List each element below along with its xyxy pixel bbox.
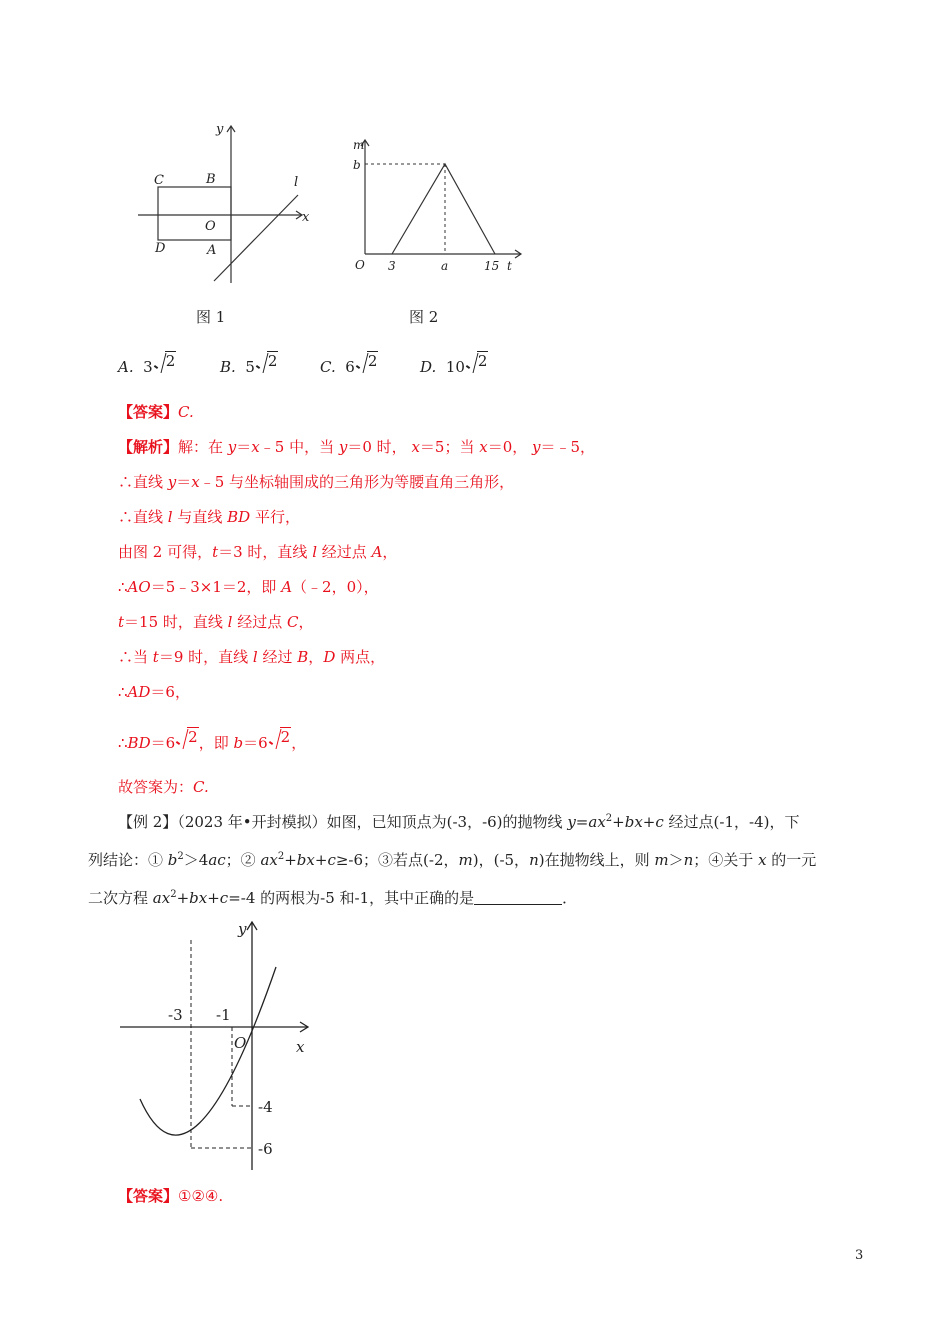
fig2-label-o: O: [355, 258, 365, 272]
fig3-label-neg6: -6: [258, 1140, 273, 1158]
figure-3-parabola: [112, 912, 322, 1172]
analysis-line-7: ∴当 t＝9 时，直线 l 经过 B，D 两点，: [118, 648, 386, 666]
fig1-label-d: D: [155, 241, 166, 256]
figure-2-caption: 图 2: [409, 308, 439, 326]
answer-blank: [474, 890, 562, 905]
fig1-label-y: y: [216, 122, 224, 137]
fig1-square: [158, 187, 231, 240]
fig1-label-x: x: [302, 210, 310, 225]
choice-d: D. 10 2: [420, 352, 488, 376]
choice-a: A. 3 2: [118, 352, 176, 376]
analysis-line-4: 由图 2 可得，t＝3 时，直线 l 经过点 A，: [118, 543, 398, 561]
fig2-triangle-graph: [392, 164, 495, 254]
figure-1-caption: 图 1: [196, 308, 226, 326]
page-number: 3: [855, 1248, 864, 1263]
example-2-line-3: 二次方程 $ax^2+bx+c=-4$ 的两根为-5 和-1，其中正确的是 ．: [88, 889, 578, 907]
figure-1: [130, 118, 320, 286]
analysis-line-9: ∴BD＝6 2，即 b＝6 2，: [118, 728, 307, 752]
example-2-line-2: 列结论：① $b^2>4ac$；② $ax^2+bx+c\ge-6$；③若点(-2，m)，(-5，n)在抛物线上，则 m＞n；④关于 x 的一元: [88, 851, 817, 869]
fig1-label-c: C: [154, 173, 164, 188]
figure-2: [345, 132, 530, 277]
analysis-line-8: ∴AD＝6，: [118, 683, 190, 701]
choice-c: C. 6 2: [320, 352, 378, 376]
fig3-label-y: y: [238, 920, 247, 938]
answer-2: 【答案】①②④.: [118, 1187, 224, 1205]
answer-1: 【答案】C.: [118, 403, 194, 421]
choice-b: B. 5 2: [220, 352, 278, 376]
analysis-line-5: ∴AO＝5﹣3×1＝2，即 A（﹣2，0），: [118, 578, 379, 596]
analysis-conclusion: 故答案为：C.: [118, 778, 209, 796]
example-2-line-1: 【例 2】（2023 年•开封模拟）如图，已知顶点为(-3，-6)的抛物线 $y=ax^2+bx+c$ 经过点(-1，-4)，下: [118, 813, 800, 831]
fig1-label-b: B: [206, 172, 216, 187]
fig3-label-neg1: -1: [216, 1006, 231, 1024]
analysis-line-6: t＝15 时，直线 l 经过点 C，: [118, 613, 314, 631]
analysis-line-3: ∴直线 l 与直线 BD 平行，: [118, 508, 300, 526]
fig1-line-l: [214, 195, 298, 281]
fig1-label-a: A: [207, 243, 217, 258]
fig2-label-m: m: [353, 138, 365, 152]
analysis-line-2: ∴直线 y＝x﹣5 与坐标轴围成的三角形为等腰直角三角形，: [118, 473, 515, 491]
fig3-parabola-curve: [140, 967, 276, 1135]
fig3-label-neg4: -4: [258, 1098, 273, 1116]
fig2-label-a: a: [441, 259, 449, 273]
analysis-line-1: 【解析】解：在 y＝x﹣5 中，当 y＝0 时， x＝5；当 x＝0， y＝﹣5，: [118, 438, 596, 456]
fig2-label-b: b: [353, 158, 361, 172]
fig3-label-x: x: [296, 1038, 305, 1056]
fig3-label-o: O: [234, 1034, 247, 1052]
fig2-label-15: 15: [484, 259, 500, 273]
fig3-label-neg3: -3: [168, 1006, 183, 1024]
fig1-label-l: l: [294, 175, 299, 190]
fig2-label-3: 3: [388, 259, 396, 273]
fig1-label-o: O: [205, 219, 216, 234]
fig2-label-t: t: [507, 259, 512, 273]
